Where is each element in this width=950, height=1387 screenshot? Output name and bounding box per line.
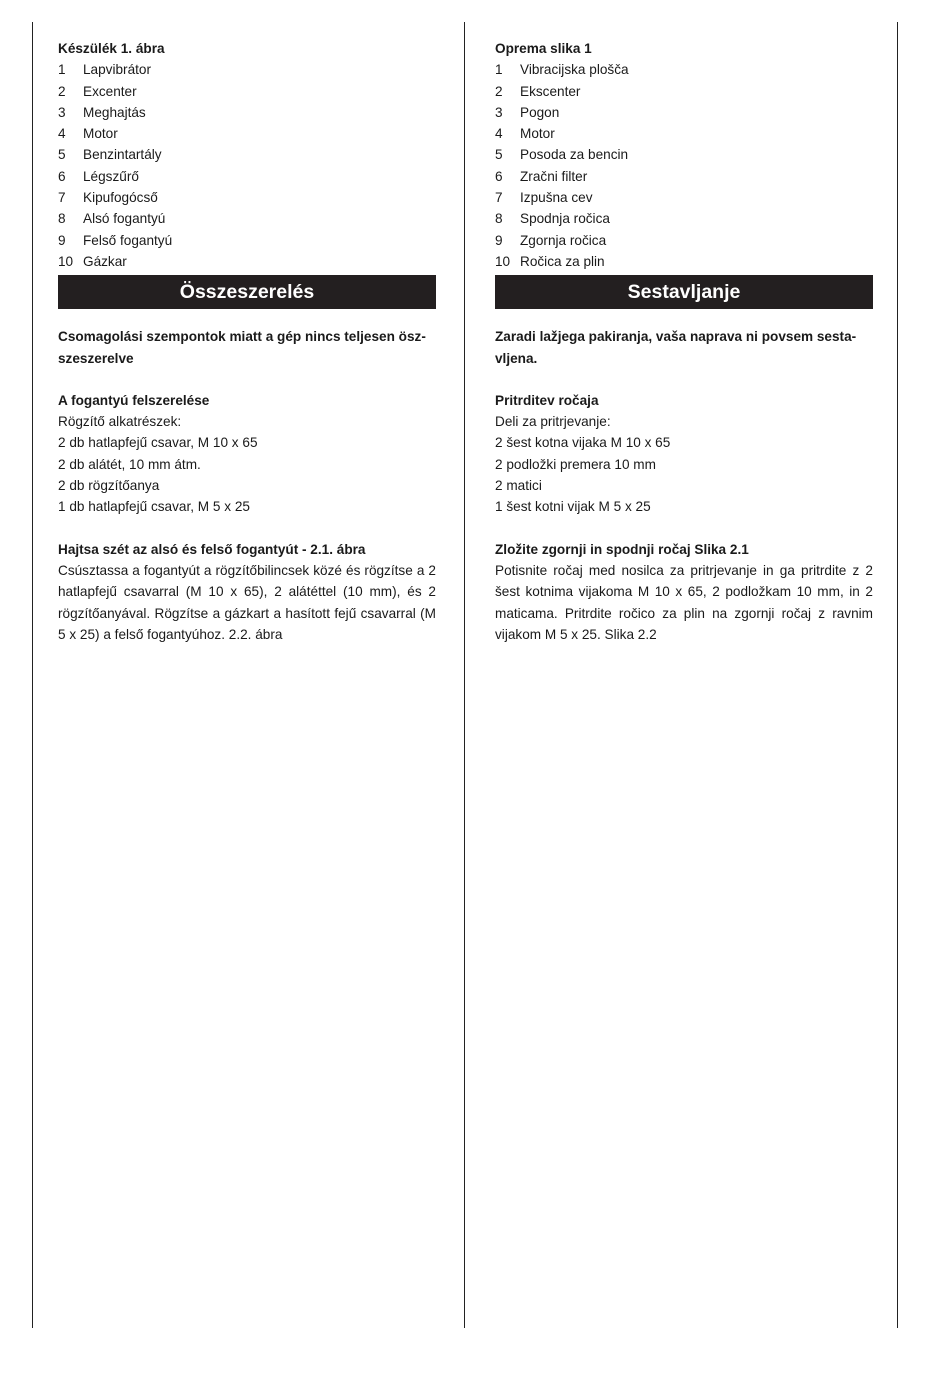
section-title-bar: Összeszerelés (58, 275, 436, 309)
handle-step-section (495, 539, 873, 645)
part-label: Zračni filter (520, 168, 588, 184)
part-label: Excenter (83, 83, 137, 99)
section-title-bar: Sestavljanje (495, 275, 873, 309)
list-item (495, 123, 873, 144)
part-number: 4 (495, 126, 503, 142)
fastener-line: Rögzítő alkatrészek: (58, 414, 182, 430)
part-label: Meghajtás (83, 104, 146, 120)
part-number: 7 (495, 190, 503, 206)
part-label: Gázkar (83, 253, 127, 269)
list-item (58, 251, 436, 272)
part-label: Zgornja ročica (520, 232, 607, 248)
list-item (495, 166, 873, 187)
list-item (58, 102, 436, 123)
list-item (495, 187, 873, 208)
intro-line: szeszerelve (58, 350, 134, 366)
subsection-title: Pritrditev ročaja (495, 392, 599, 408)
intro-line: Zaradi lažjega pakiranja, vaša naprava ni povsem sesta- (495, 329, 857, 345)
part-label: Motor (520, 126, 555, 142)
fastener-line: 2 db alátét, 10 mm átm. (58, 456, 201, 472)
part-label: Izpušna cev (520, 190, 593, 206)
list-item (495, 144, 873, 165)
part-label: Lapvibrátor (83, 62, 152, 78)
part-label: Ekscenter (520, 83, 581, 99)
part-number: 1 (495, 62, 503, 78)
part-label: Alsó fogantyú (83, 211, 166, 227)
part-number: 1 (58, 62, 66, 78)
left-margin-rule (32, 22, 33, 1328)
subsection-title: Zložite zgornji in spodnji ročaj Slika 2.1 (495, 541, 749, 557)
part-label: Pogon (520, 104, 560, 120)
fastener-line: 2 šest kotna vijaka M 10 x 65 (495, 435, 671, 451)
part-number: 4 (58, 126, 66, 142)
handle-mounting-section (58, 390, 436, 518)
intro-text (495, 326, 873, 369)
list-item (58, 59, 436, 80)
list-item (58, 187, 436, 208)
part-label: Vibracijska plošča (520, 62, 629, 78)
part-number: 10 (58, 253, 74, 269)
part-label: Légszűrő (83, 168, 139, 184)
list-item (495, 230, 873, 251)
list-item (58, 230, 436, 251)
list-item (495, 208, 873, 229)
part-number: 5 (495, 147, 503, 163)
part-label: Felső fogantyú (83, 232, 173, 248)
list-item (495, 102, 873, 123)
list-item (58, 123, 436, 144)
part-label: Ročica za plin (520, 253, 605, 269)
part-label: Spodnja ročica (520, 211, 610, 227)
slovenian-column (495, 38, 873, 645)
hungarian-column (58, 38, 436, 645)
handle-step-section (58, 539, 436, 645)
part-number: 2 (495, 83, 503, 99)
list-item (58, 208, 436, 229)
intro-line: Csomagolási szempontok miatt a gép nincs teljesen ösz- (58, 329, 426, 345)
list-item (58, 81, 436, 102)
part-number: 6 (495, 168, 503, 184)
part-number: 3 (495, 104, 503, 120)
part-number: 8 (495, 211, 503, 227)
subsection-title: Hajtsa szét az alsó és felső fogantyút - 2.1. ábra (58, 541, 366, 557)
part-number: 7 (58, 190, 66, 206)
fastener-line: 1 šest kotni vijak M 5 x 25 (495, 499, 651, 515)
handle-mounting-section (495, 390, 873, 518)
part-number: 3 (58, 104, 66, 120)
fastener-line: 1 db hatlapfejű csavar, M 5 x 25 (58, 499, 250, 515)
parts-list (58, 59, 436, 272)
list-item (58, 166, 436, 187)
part-number: 2 (58, 83, 66, 99)
list-item (495, 251, 873, 272)
right-margin-rule (897, 22, 898, 1328)
part-label: Kipufogócső (83, 190, 158, 206)
fastener-line: 2 matici (495, 478, 542, 494)
part-number: 9 (58, 232, 66, 248)
list-item (58, 144, 436, 165)
parts-heading: Oprema slika 1 (495, 41, 592, 56)
intro-text (58, 326, 436, 369)
part-label: Benzintartály (83, 147, 162, 163)
part-label: Motor (83, 126, 118, 142)
step-paragraph: Potisnite ročaj med nosilca za pritrjevanje in ga pritrdite z 2 šest kotnima vijakoma M 10 x 65, 2 podložkam 10 mm, in 2 maticama. Pritrdite ročico za plin na zgornji ročaj z ravnim vijakom M 5 x 25. Slika 2.2 (495, 562, 873, 642)
parts-list (495, 59, 873, 272)
part-number: 8 (58, 211, 66, 227)
intro-line: vljena. (495, 350, 538, 366)
list-item (495, 59, 873, 80)
part-label: Posoda za bencin (520, 147, 629, 163)
fastener-line: Deli za pritrjevanje: (495, 414, 611, 430)
part-number: 10 (495, 253, 511, 269)
part-number: 5 (58, 147, 66, 163)
center-column-rule (464, 22, 465, 1328)
part-number: 9 (495, 232, 503, 248)
fastener-line: 2 db rögzítőanya (58, 478, 160, 494)
part-number: 6 (58, 168, 66, 184)
subsection-title: A fogantyú felszerelése (58, 392, 210, 408)
parts-heading: Készülék 1. ábra (58, 41, 165, 56)
fastener-line: 2 db hatlapfejű csavar, M 10 x 65 (58, 435, 258, 451)
step-paragraph: Csúsztassa a fogantyút a rögzítőbilincsek közé és rögzítse a 2 hatlapfejű csavarral (M 10 x 65), 2 alátéttel (10 mm), és 2 rögzítőanyával. Rögzítse a gázkart a hasított fejű csavarral (M 5 x 25) a felső fogantyúhoz. 2.2. ábra (58, 562, 436, 642)
list-item (495, 81, 873, 102)
fastener-line: 2 podložki premera 10 mm (495, 456, 656, 472)
